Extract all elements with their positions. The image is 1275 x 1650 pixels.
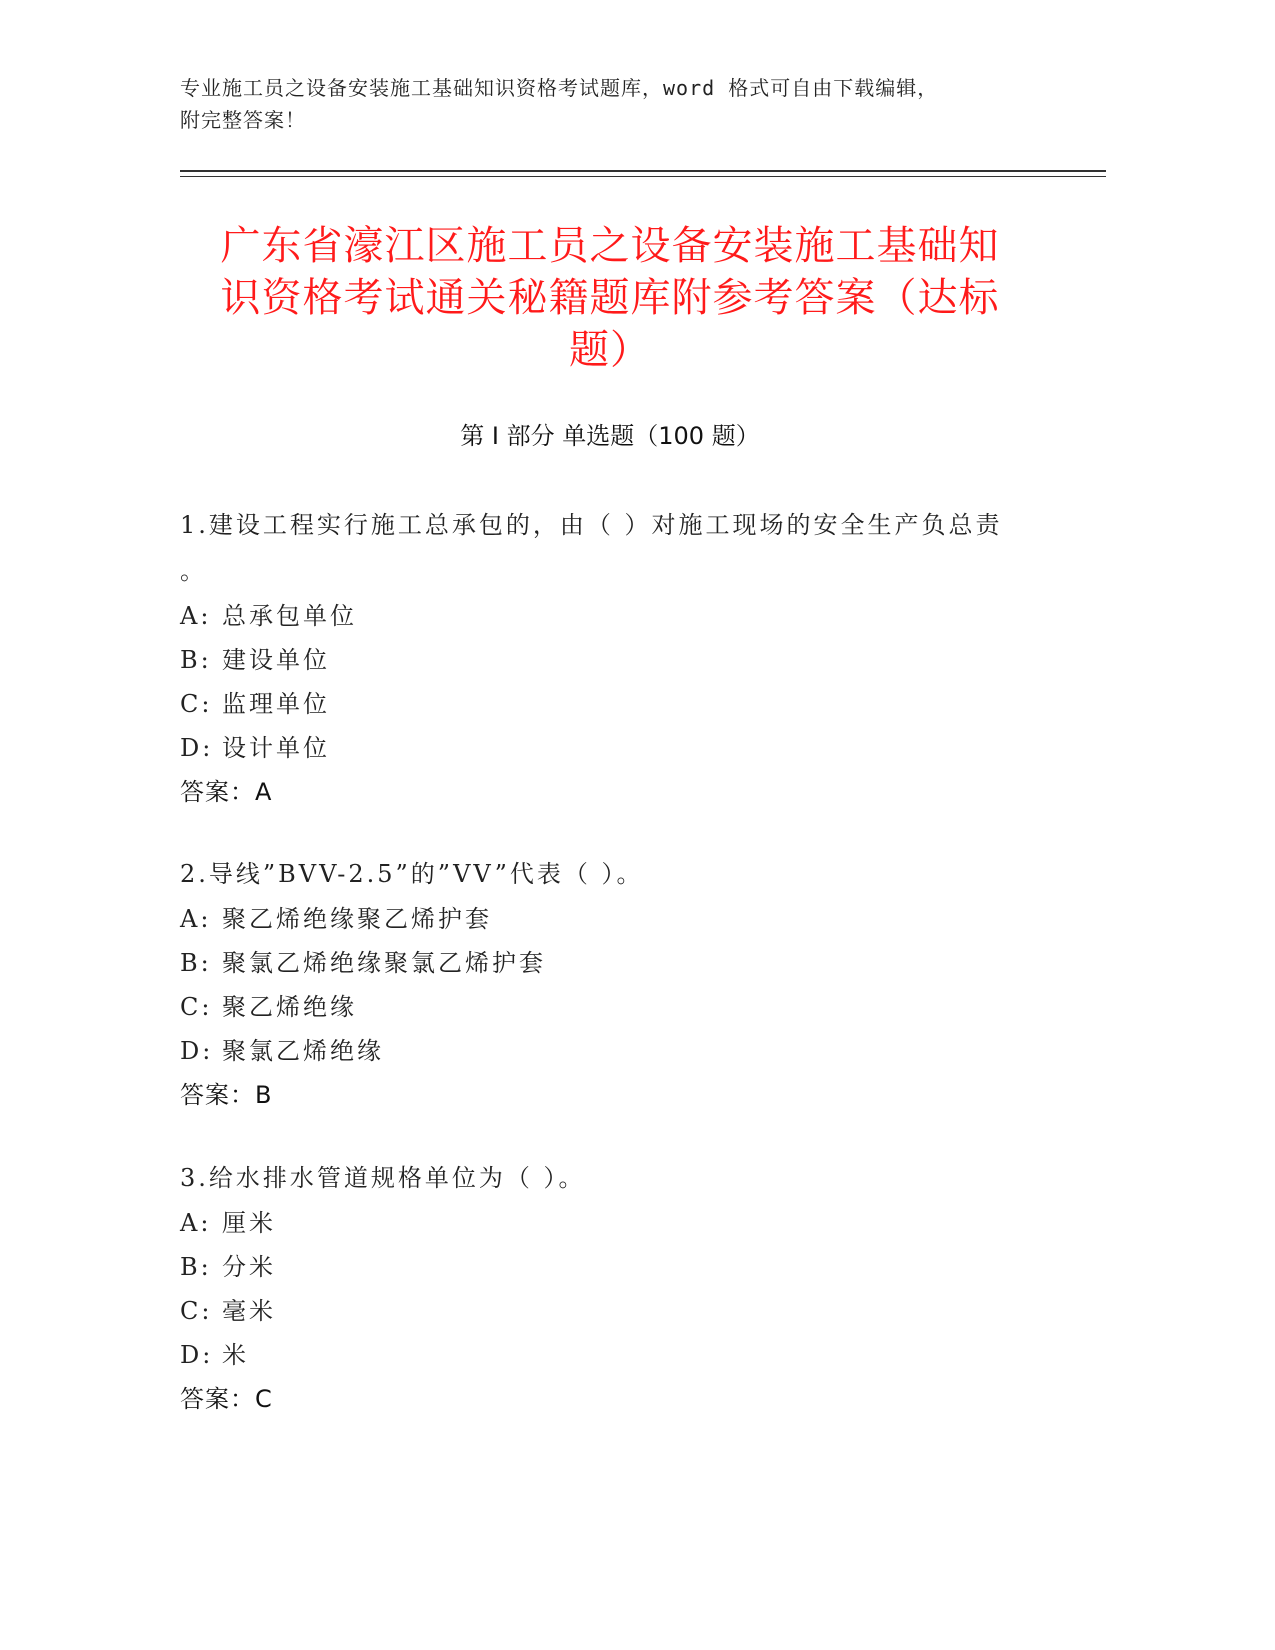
option-text: 聚乙烯绝缘聚乙烯护套 [222, 905, 492, 933]
option-a [180, 1201, 1050, 1245]
question-stem: 3.给水排水管道规格单位为（ ）。 [180, 1164, 586, 1192]
option-key: D: [180, 734, 214, 762]
option-text: 聚乙烯绝缘 [222, 993, 357, 1021]
option-key: A: [180, 905, 212, 933]
option-text: 聚氯乙烯绝缘 [222, 1037, 384, 1065]
option-text: 分米 [222, 1253, 276, 1281]
header-rule-thick [180, 170, 1106, 172]
option-c [180, 682, 1050, 726]
option-key: B: [180, 646, 212, 674]
question-1 [180, 502, 1050, 814]
option-key: C: [180, 993, 213, 1021]
question-stem-continuation: 。 [180, 557, 207, 585]
option-d [180, 726, 1050, 770]
option-c [180, 1289, 1050, 1333]
option-key: C: [180, 690, 213, 718]
option-a [180, 897, 1050, 941]
option-key: A: [180, 602, 212, 630]
option-key: B: [180, 949, 212, 977]
answer-line: 答案：B [180, 1081, 273, 1109]
document-title [180, 220, 1040, 376]
question-stem: 2.导线”BVV-2.5”的”VV”代表（ ）。 [180, 860, 644, 888]
option-text: 建设单位 [222, 646, 330, 674]
option-key: A: [180, 1209, 212, 1237]
option-key: D: [180, 1341, 214, 1369]
option-d [180, 1333, 1050, 1377]
header-rule-thin [180, 176, 1106, 177]
option-key: B: [180, 1253, 212, 1281]
option-c [180, 985, 1050, 1029]
answer-line: 答案：C [180, 1385, 273, 1413]
option-b [180, 941, 1050, 985]
question-stem: 1.建设工程实行施工总承包的，由（ ）对施工现场的安全生产负总责 [180, 511, 1003, 539]
section-heading: 第 I 部分 单选题（100 题） [460, 422, 760, 450]
option-text: 总承包单位 [222, 602, 357, 630]
document-title-line-3: 题） [569, 327, 651, 373]
option-text: 设计单位 [222, 734, 330, 762]
document-title-line-2: 识资格考试通关秘籍题库附参考答案（达标 [220, 275, 1000, 321]
option-text: 米 [222, 1341, 249, 1369]
option-text: 厘米 [222, 1209, 276, 1237]
option-text: 毫米 [222, 1297, 276, 1325]
header-note-line-1: 专业施工员之设备安装施工基础知识资格考试题库，word 格式可自由下载编辑， [180, 76, 939, 100]
question-2 [180, 851, 1050, 1117]
option-text: 聚氯乙烯绝缘聚氯乙烯护套 [222, 949, 546, 977]
option-d [180, 1029, 1050, 1073]
option-key: D: [180, 1037, 214, 1065]
option-text: 监理单位 [222, 690, 330, 718]
question-3 [180, 1155, 1050, 1421]
header-note [180, 72, 1080, 136]
answer-line: 答案：A [180, 778, 273, 806]
document-title-line-1: 广东省濠江区施工员之设备安装施工基础知 [220, 223, 1000, 269]
header-note-line-2: 附完整答案！ [180, 108, 306, 132]
option-a [180, 594, 1050, 638]
option-b [180, 638, 1050, 682]
option-key: C: [180, 1297, 213, 1325]
option-b [180, 1245, 1050, 1289]
